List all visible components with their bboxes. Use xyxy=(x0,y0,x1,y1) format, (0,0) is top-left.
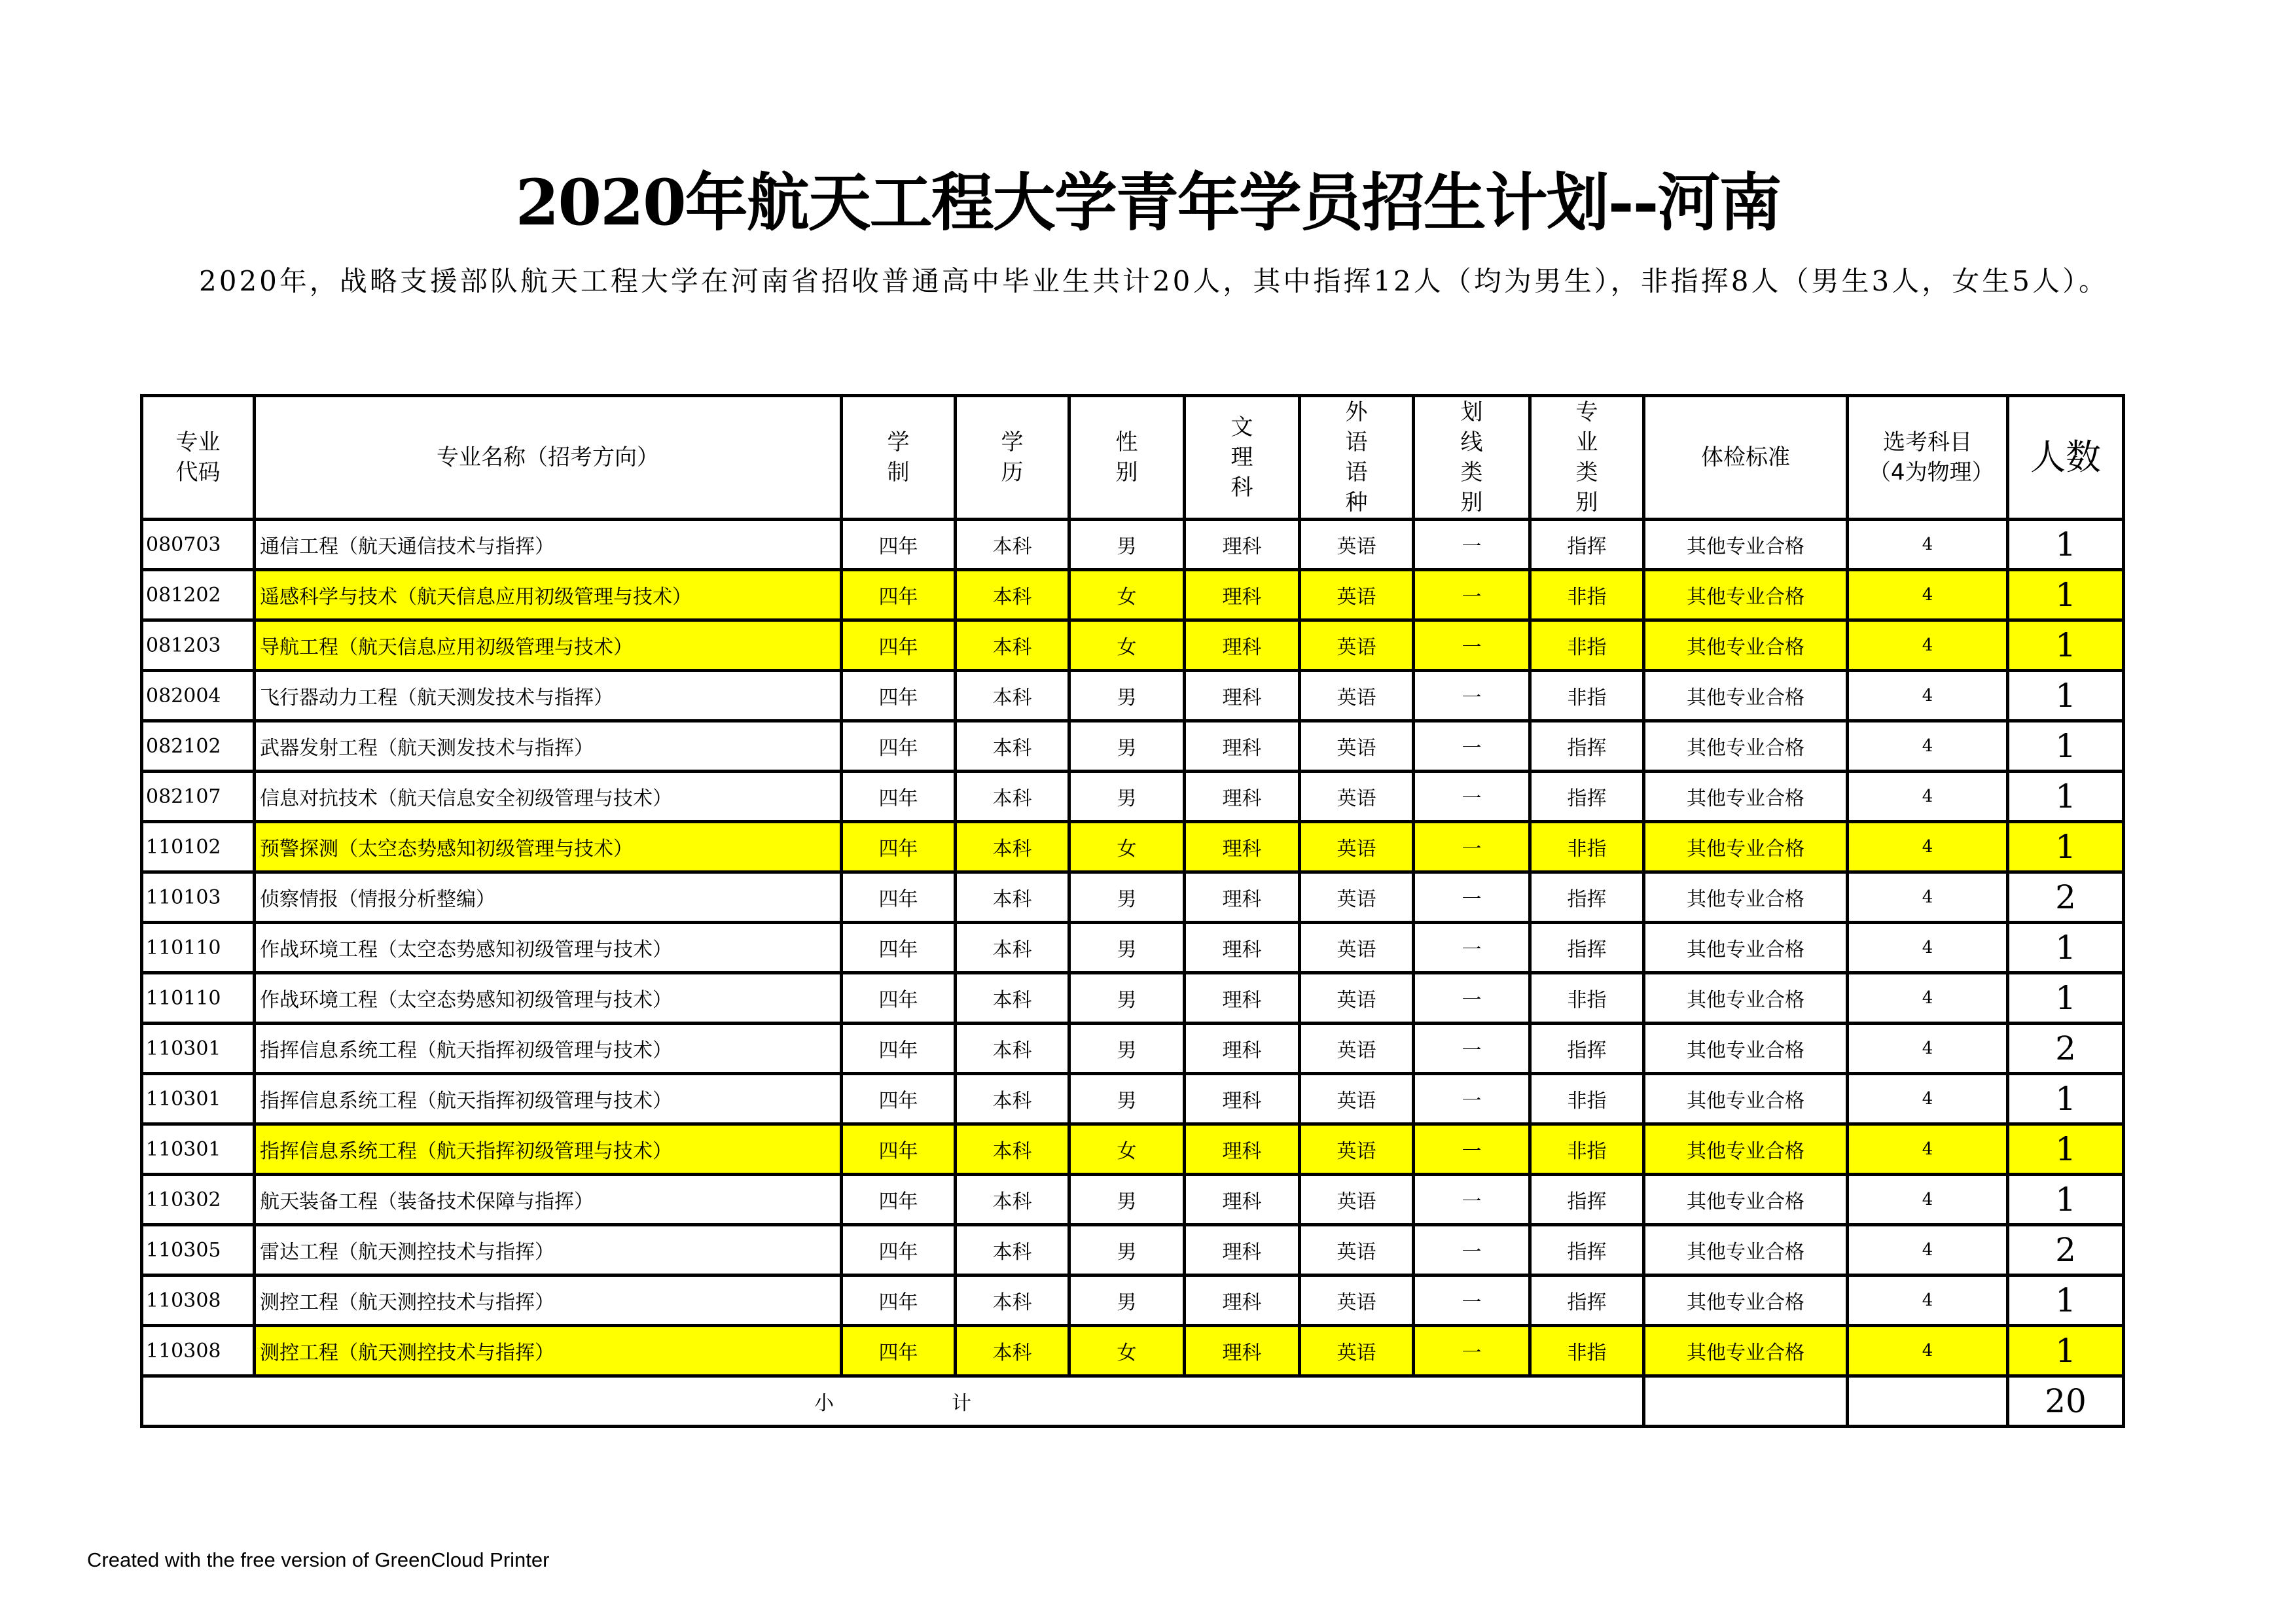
cell-duration: 四年 xyxy=(842,1024,956,1074)
cell-subject: 4 xyxy=(1848,570,2008,620)
cell-physical: 其他专业合格 xyxy=(1644,1124,1848,1175)
cell-subject: 4 xyxy=(1848,520,2008,570)
cell-degree: 本科 xyxy=(956,1326,1069,1376)
enrollment-plan-table xyxy=(140,394,2125,1428)
cell-cutoff: 一 xyxy=(1414,872,1530,923)
cell-physical: 其他专业合格 xyxy=(1644,721,1848,772)
cell-duration: 四年 xyxy=(842,1074,956,1124)
cell-count: 1 xyxy=(2008,822,2124,872)
cell-subject: 4 xyxy=(1848,620,2008,671)
page-title: 2020年航天工程大学青年学员招生计划--河南 xyxy=(515,166,1781,240)
cell-count: 1 xyxy=(2008,671,2124,721)
cell-count: 2 xyxy=(2008,1225,2124,1275)
cell-code: 110301 xyxy=(142,1074,255,1124)
cell-cutoff: 一 xyxy=(1414,1275,1530,1326)
cell-cutoff: 一 xyxy=(1414,570,1530,620)
cell-code: 110110 xyxy=(142,923,255,973)
cell-gender: 男 xyxy=(1069,1024,1185,1074)
header-code: 专业代码 xyxy=(142,396,255,520)
cell-language: 英语 xyxy=(1300,520,1414,570)
cell-name: 飞行器动力工程（航天测发技术与指挥） xyxy=(255,671,842,721)
cell-subject: 4 xyxy=(1848,923,2008,973)
cell-subject: 4 xyxy=(1848,822,2008,872)
cell-physical: 其他专业合格 xyxy=(1644,520,1848,570)
cell-physical: 其他专业合格 xyxy=(1644,1024,1848,1074)
cell-duration: 四年 xyxy=(842,1275,956,1326)
cell-language: 英语 xyxy=(1300,1024,1414,1074)
cell-cutoff: 一 xyxy=(1414,1074,1530,1124)
cell-cutoff: 一 xyxy=(1414,923,1530,973)
cell-cutoff: 一 xyxy=(1414,822,1530,872)
cell-physical: 其他专业合格 xyxy=(1644,822,1848,872)
cell-gender: 男 xyxy=(1069,772,1185,822)
cell-gender: 男 xyxy=(1069,1225,1185,1275)
header-physical: 体检标准 xyxy=(1644,396,1848,520)
cell-subject: 4 xyxy=(1848,772,2008,822)
cell-gender: 女 xyxy=(1069,822,1185,872)
header-duration: 学制 xyxy=(842,396,956,520)
cell-stream: 理科 xyxy=(1185,772,1300,822)
cell-name: 指挥信息系统工程（航天指挥初级管理与技术） xyxy=(255,1024,842,1074)
cell-language: 英语 xyxy=(1300,620,1414,671)
cell-duration: 四年 xyxy=(842,620,956,671)
cell-gender: 男 xyxy=(1069,872,1185,923)
cell-cutoff: 一 xyxy=(1414,1124,1530,1175)
cell-degree: 本科 xyxy=(956,1124,1069,1175)
cell-language: 英语 xyxy=(1300,973,1414,1024)
cell-gender: 男 xyxy=(1069,1175,1185,1225)
cell-category: 指挥 xyxy=(1530,1175,1644,1225)
cell-code: 081203 xyxy=(142,620,255,671)
cell-physical: 其他专业合格 xyxy=(1644,570,1848,620)
header-gender: 性别 xyxy=(1069,396,1185,520)
cell-category: 非指 xyxy=(1530,1074,1644,1124)
cell-count: 1 xyxy=(2008,973,2124,1024)
cell-subject: 4 xyxy=(1848,671,2008,721)
cell-category: 非指 xyxy=(1530,1326,1644,1376)
cell-category: 指挥 xyxy=(1530,520,1644,570)
table-row xyxy=(142,1074,2124,1124)
cell-gender: 男 xyxy=(1069,1275,1185,1326)
cell-code: 082107 xyxy=(142,772,255,822)
cell-code: 110308 xyxy=(142,1275,255,1326)
cell-duration: 四年 xyxy=(842,1326,956,1376)
cell-language: 英语 xyxy=(1300,1275,1414,1326)
cell-category: 非指 xyxy=(1530,1124,1644,1175)
cell-code: 082102 xyxy=(142,721,255,772)
cell-category: 指挥 xyxy=(1530,1225,1644,1275)
cell-name: 预警探测（太空态势感知初级管理与技术） xyxy=(255,822,842,872)
header-language: 外语语种 xyxy=(1300,396,1414,520)
table-row xyxy=(142,1124,2124,1175)
cell-cutoff: 一 xyxy=(1414,671,1530,721)
cell-stream: 理科 xyxy=(1185,520,1300,570)
cell-gender: 男 xyxy=(1069,721,1185,772)
subtotal-row xyxy=(142,1376,2124,1427)
table-row xyxy=(142,772,2124,822)
intro-paragraph: 2020年，战略支援部队航天工程大学在河南省招收普通高中毕业生共计20人，其中指挥12人（均为男生），非指挥8人（男生3人，女生5人）。 xyxy=(199,265,2109,297)
cell-stream: 理科 xyxy=(1185,872,1300,923)
cell-count: 1 xyxy=(2008,923,2124,973)
cell-gender: 女 xyxy=(1069,1326,1185,1376)
cell-name: 指挥信息系统工程（航天指挥初级管理与技术） xyxy=(255,1124,842,1175)
cell-physical: 其他专业合格 xyxy=(1644,1225,1848,1275)
cell-name: 航天装备工程（装备技术保障与指挥） xyxy=(255,1175,842,1225)
cell-count: 1 xyxy=(2008,520,2124,570)
cell-degree: 本科 xyxy=(956,1275,1069,1326)
cell-cutoff: 一 xyxy=(1414,772,1530,822)
cell-code: 110305 xyxy=(142,1225,255,1275)
cell-duration: 四年 xyxy=(842,1225,956,1275)
cell-cutoff: 一 xyxy=(1414,1225,1530,1275)
cell-degree: 本科 xyxy=(956,923,1069,973)
cell-stream: 理科 xyxy=(1185,671,1300,721)
cell-count: 1 xyxy=(2008,721,2124,772)
cell-count: 1 xyxy=(2008,1124,2124,1175)
cell-subject: 4 xyxy=(1848,1275,2008,1326)
cell-duration: 四年 xyxy=(842,1124,956,1175)
cell-degree: 本科 xyxy=(956,1175,1069,1225)
cell-code: 110102 xyxy=(142,822,255,872)
header-count: 人数 xyxy=(2008,396,2124,520)
subtotal-subject xyxy=(1848,1376,2008,1427)
cell-cutoff: 一 xyxy=(1414,721,1530,772)
cell-degree: 本科 xyxy=(956,721,1069,772)
cell-stream: 理科 xyxy=(1185,923,1300,973)
cell-language: 英语 xyxy=(1300,822,1414,872)
cell-physical: 其他专业合格 xyxy=(1644,973,1848,1024)
cell-duration: 四年 xyxy=(842,923,956,973)
cell-name: 导航工程（航天信息应用初级管理与技术） xyxy=(255,620,842,671)
cell-language: 英语 xyxy=(1300,923,1414,973)
cell-physical: 其他专业合格 xyxy=(1644,1275,1848,1326)
cell-stream: 理科 xyxy=(1185,1175,1300,1225)
cell-stream: 理科 xyxy=(1185,1124,1300,1175)
cell-category: 非指 xyxy=(1530,620,1644,671)
cell-gender: 女 xyxy=(1069,570,1185,620)
cell-physical: 其他专业合格 xyxy=(1644,923,1848,973)
cell-code: 110301 xyxy=(142,1024,255,1074)
cell-stream: 理科 xyxy=(1185,1275,1300,1326)
cell-duration: 四年 xyxy=(842,671,956,721)
cell-gender: 男 xyxy=(1069,671,1185,721)
header-degree: 学历 xyxy=(956,396,1069,520)
subtotal-physical xyxy=(1644,1376,1848,1427)
cell-category: 指挥 xyxy=(1530,923,1644,973)
cell-duration: 四年 xyxy=(842,570,956,620)
cell-gender: 男 xyxy=(1069,923,1185,973)
cell-gender: 女 xyxy=(1069,1124,1185,1175)
table-row xyxy=(142,923,2124,973)
cell-language: 英语 xyxy=(1300,1074,1414,1124)
cell-language: 英语 xyxy=(1300,570,1414,620)
cell-degree: 本科 xyxy=(956,520,1069,570)
cell-code: 082004 xyxy=(142,671,255,721)
cell-degree: 本科 xyxy=(956,570,1069,620)
cell-gender: 男 xyxy=(1069,1074,1185,1124)
cell-name: 测控工程（航天测控技术与指挥） xyxy=(255,1275,842,1326)
cell-duration: 四年 xyxy=(842,822,956,872)
cell-cutoff: 一 xyxy=(1414,520,1530,570)
cell-name: 测控工程（航天测控技术与指挥） xyxy=(255,1326,842,1376)
cell-category: 指挥 xyxy=(1530,872,1644,923)
cell-name: 指挥信息系统工程（航天指挥初级管理与技术） xyxy=(255,1074,842,1124)
cell-language: 英语 xyxy=(1300,1326,1414,1376)
cell-physical: 其他专业合格 xyxy=(1644,620,1848,671)
table-row xyxy=(142,973,2124,1024)
cell-name: 侦察情报（情报分析整编） xyxy=(255,872,842,923)
subtotal-label: 小 计 xyxy=(142,1376,1644,1427)
cell-category: 非指 xyxy=(1530,570,1644,620)
cell-duration: 四年 xyxy=(842,973,956,1024)
cell-physical: 其他专业合格 xyxy=(1644,1175,1848,1225)
cell-category: 指挥 xyxy=(1530,721,1644,772)
table-row xyxy=(142,822,2124,872)
watermark-footer: Created with the free version of GreenCloud Printer xyxy=(87,1548,550,1571)
cell-physical: 其他专业合格 xyxy=(1644,671,1848,721)
cell-cutoff: 一 xyxy=(1414,1326,1530,1376)
cell-code: 081202 xyxy=(142,570,255,620)
cell-stream: 理科 xyxy=(1185,1074,1300,1124)
header-name: 专业名称（招考方向） xyxy=(255,396,842,520)
cell-stream: 理科 xyxy=(1185,1225,1300,1275)
cell-count: 1 xyxy=(2008,1275,2124,1326)
cell-degree: 本科 xyxy=(956,1024,1069,1074)
cell-degree: 本科 xyxy=(956,1074,1069,1124)
table-row xyxy=(142,1175,2124,1225)
cell-cutoff: 一 xyxy=(1414,620,1530,671)
cell-stream: 理科 xyxy=(1185,1326,1300,1376)
cell-name: 作战环境工程（太空态势感知初级管理与技术） xyxy=(255,973,842,1024)
cell-language: 英语 xyxy=(1300,872,1414,923)
cell-subject: 4 xyxy=(1848,721,2008,772)
cell-count: 1 xyxy=(2008,1326,2124,1376)
cell-degree: 本科 xyxy=(956,671,1069,721)
cell-category: 非指 xyxy=(1530,822,1644,872)
header-cutoff: 划线类别 xyxy=(1414,396,1530,520)
cell-physical: 其他专业合格 xyxy=(1644,1074,1848,1124)
cell-category: 指挥 xyxy=(1530,1275,1644,1326)
cell-code: 110103 xyxy=(142,872,255,923)
cell-name: 雷达工程（航天测控技术与指挥） xyxy=(255,1225,842,1275)
cell-stream: 理科 xyxy=(1185,721,1300,772)
cell-stream: 理科 xyxy=(1185,570,1300,620)
cell-language: 英语 xyxy=(1300,671,1414,721)
cell-name: 信息对抗技术（航天信息安全初级管理与技术） xyxy=(255,772,842,822)
cell-cutoff: 一 xyxy=(1414,1175,1530,1225)
cell-gender: 男 xyxy=(1069,973,1185,1024)
cell-category: 非指 xyxy=(1530,973,1644,1024)
cell-physical: 其他专业合格 xyxy=(1644,1326,1848,1376)
cell-physical: 其他专业合格 xyxy=(1644,872,1848,923)
cell-degree: 本科 xyxy=(956,973,1069,1024)
cell-count: 1 xyxy=(2008,570,2124,620)
cell-code: 110302 xyxy=(142,1175,255,1225)
cell-duration: 四年 xyxy=(842,772,956,822)
cell-code: 110308 xyxy=(142,1326,255,1376)
table-row xyxy=(142,1024,2124,1074)
cell-physical: 其他专业合格 xyxy=(1644,772,1848,822)
table-header-row xyxy=(142,396,2124,520)
cell-degree: 本科 xyxy=(956,1225,1069,1275)
cell-code: 110301 xyxy=(142,1124,255,1175)
cell-subject: 4 xyxy=(1848,1074,2008,1124)
cell-count: 2 xyxy=(2008,1024,2124,1074)
cell-category: 指挥 xyxy=(1530,772,1644,822)
header-subject: 选考科目（4为物理） xyxy=(1848,396,2008,520)
cell-duration: 四年 xyxy=(842,520,956,570)
cell-count: 2 xyxy=(2008,872,2124,923)
cell-subject: 4 xyxy=(1848,1175,2008,1225)
cell-duration: 四年 xyxy=(842,872,956,923)
table-row xyxy=(142,570,2124,620)
cell-cutoff: 一 xyxy=(1414,1024,1530,1074)
cell-degree: 本科 xyxy=(956,620,1069,671)
cell-name: 遥感科学与技术（航天信息应用初级管理与技术） xyxy=(255,570,842,620)
cell-count: 1 xyxy=(2008,1175,2124,1225)
cell-subject: 4 xyxy=(1848,973,2008,1024)
cell-duration: 四年 xyxy=(842,721,956,772)
cell-duration: 四年 xyxy=(842,1175,956,1225)
cell-subject: 4 xyxy=(1848,872,2008,923)
table-row xyxy=(142,671,2124,721)
cell-degree: 本科 xyxy=(956,872,1069,923)
header-stream: 文理科 xyxy=(1185,396,1300,520)
cell-gender: 女 xyxy=(1069,620,1185,671)
cell-stream: 理科 xyxy=(1185,973,1300,1024)
cell-degree: 本科 xyxy=(956,822,1069,872)
header-category: 专业类别 xyxy=(1530,396,1644,520)
cell-language: 英语 xyxy=(1300,1124,1414,1175)
table-row xyxy=(142,620,2124,671)
cell-stream: 理科 xyxy=(1185,822,1300,872)
cell-language: 英语 xyxy=(1300,772,1414,822)
cell-count: 1 xyxy=(2008,1074,2124,1124)
cell-code: 110110 xyxy=(142,973,255,1024)
table-row xyxy=(142,1326,2124,1376)
cell-count: 1 xyxy=(2008,772,2124,822)
table-row xyxy=(142,872,2124,923)
cell-count: 1 xyxy=(2008,620,2124,671)
cell-name: 通信工程（航天通信技术与指挥） xyxy=(255,520,842,570)
table-row xyxy=(142,721,2124,772)
cell-language: 英语 xyxy=(1300,1225,1414,1275)
cell-category: 指挥 xyxy=(1530,1024,1644,1074)
table-row xyxy=(142,1275,2124,1326)
cell-gender: 男 xyxy=(1069,520,1185,570)
cell-subject: 4 xyxy=(1848,1225,2008,1275)
subtotal-total: 20 xyxy=(2008,1376,2124,1427)
cell-category: 非指 xyxy=(1530,671,1644,721)
cell-subject: 4 xyxy=(1848,1326,2008,1376)
cell-subject: 4 xyxy=(1848,1124,2008,1175)
table-row xyxy=(142,1225,2124,1275)
cell-degree: 本科 xyxy=(956,772,1069,822)
cell-stream: 理科 xyxy=(1185,1024,1300,1074)
cell-name: 作战环境工程（太空态势感知初级管理与技术） xyxy=(255,923,842,973)
cell-language: 英语 xyxy=(1300,1175,1414,1225)
table-row xyxy=(142,520,2124,570)
cell-subject: 4 xyxy=(1848,1024,2008,1074)
cell-stream: 理科 xyxy=(1185,620,1300,671)
cell-name: 武器发射工程（航天测发技术与指挥） xyxy=(255,721,842,772)
cell-code: 080703 xyxy=(142,520,255,570)
cell-cutoff: 一 xyxy=(1414,973,1530,1024)
cell-language: 英语 xyxy=(1300,721,1414,772)
